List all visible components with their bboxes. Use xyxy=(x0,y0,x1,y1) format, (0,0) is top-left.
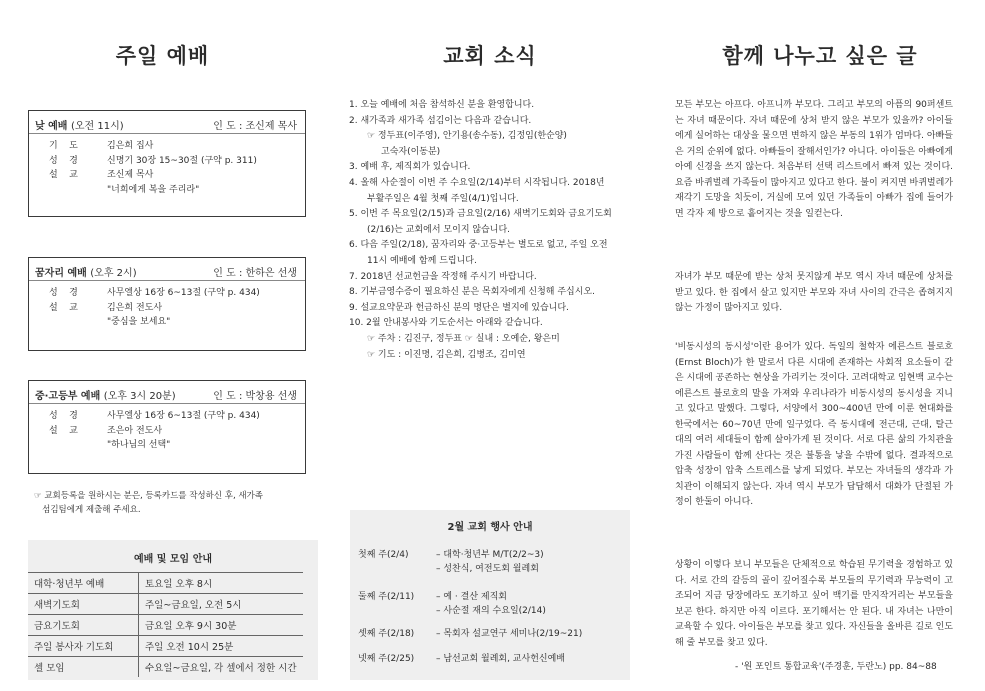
meeting-guide-table xyxy=(28,572,303,677)
sunday-worship-column xyxy=(0,0,325,691)
schedule-row: 넷째 주(2/25) – 남선교회 월례회, 교사헌신예배 xyxy=(358,654,565,664)
youth-service-box xyxy=(28,380,306,474)
service-row: "중심을 보세요" xyxy=(107,317,171,327)
essay-paragraph: 모든 부모는 아프다. 아프니까 부모다. 그리고 부모의 아픔의 90퍼센트는 자녀 때문이다. 자녀 때문에 상처 받지 않은 부모가 있을까? 아이들에게 실어하는 대상을 물으면 변하지 않은 부동의 1위가 엄마다. 아빠들은 거의 순위에 없다. 아빠들이 잘해서인가? 아니다. 아이들은 아빠에게 아예 신경을 쓰지 않는다. 처음부터 선택 리스트에서 빠져 있는 것이다. 요즘 바퀴벌레 가족들이 많아지고 있다고 한다. 불이 켜지면 바퀴벌레가 재각기 도망을 치듯이, 거실에 모여 있던 가족들이 아빠가 집에 들어가면 각자 제 방으로 흩어지는 것을 일컫는다. xyxy=(675,100,953,219)
church-news-column xyxy=(325,0,655,691)
service-row: 기 도 김은희 집사 xyxy=(49,141,154,151)
service-row: 설 교 조은아 전도사 xyxy=(49,425,163,436)
news-item: 10. 2월 안내봉사와 기도순서는 아래와 같습니다. xyxy=(349,318,543,329)
news-item: 8. 기부금영수증이 필요하신 분은 목회자에게 신청해 주십시오. xyxy=(349,287,595,298)
dream-service-box xyxy=(28,257,306,351)
divider xyxy=(29,280,305,281)
service-row: "너희에게 복을 주리라" xyxy=(107,184,200,195)
table-row: 대학·청년부 예배 토요일 오후 8시 xyxy=(28,573,303,594)
service-time: (오전 11시) xyxy=(70,121,124,132)
news-item: 11시 예배에 함께 드립니다. xyxy=(367,255,477,266)
february-schedule xyxy=(350,510,630,680)
news-item: ☞ 기도 : 이진명, 김은희, 김병조, 김미연 xyxy=(367,349,526,360)
service-row: "하나님의 선택" xyxy=(107,440,171,450)
essay-source: - '원 포인트 통합교육'(주경훈, 두란노) pp. 84~88 xyxy=(735,662,937,672)
service-leader: 인 도 : 조신제 목사 xyxy=(213,121,297,132)
news-item: 부활주일은 4월 첫째 주일(4/1)입니다. xyxy=(367,193,519,204)
service-time: (오후 2시) xyxy=(90,268,137,279)
table-row: 주일 봉사자 기도회 주일 오전 10시 25분 xyxy=(28,636,303,657)
service-row: 설 교 김은희 전도사 xyxy=(49,302,163,313)
table-row: 셀 모임 수요일~금요일, 각 셀에서 정한 시간 xyxy=(28,657,303,678)
essay-paragraph: 상황이 이렇다 보니 부모들은 단체적으로 학습된 무기력을 경험하고 있다. 서로 간의 갈등의 골이 깊어질수록 부모들의 무기력과 무능력이 고조되어 지금 당장에라도 포기하고 싶어 백기를 만지작거리는 부모들을 보곤 한다. 하지만 아직 이르다. 포기해서는 안 된다. 내 자녀는 나만이 교육할 수 있다. 아이들은 부모를 찾고 있다. 자신들을 올바른 길로 인도해 줄 부모를 찾고 있다. xyxy=(675,560,953,648)
essay-paragraph: 자녀가 부모 때문에 받는 상처 못지않게 부모 역시 자녀 때문에 상처를 받고 있다. 한 집에서 살고 있지만 부모와 자녀 사이의 간극은 좁혀지지 않는 가정이 많아지고 있다. xyxy=(675,272,953,313)
schedule-title: 2월 교회 행사 안내 xyxy=(447,522,533,533)
meeting-guide-title: 예배 및 모임 안내 xyxy=(133,554,213,565)
table-row: 금요기도회 금요일 오후 9시 30분 xyxy=(28,615,303,636)
schedule-row: 셋째 주(2/18) – 목회자 설교연구 세미나(2/19~21) xyxy=(358,629,583,639)
church-news-heading: 교회 소식 xyxy=(443,44,537,68)
service-row: 설 교 조신제 목사 xyxy=(49,170,154,180)
service-time: (오후 3시 20분) xyxy=(103,391,176,402)
divider xyxy=(29,403,305,404)
news-item: ☞ 정두표(이주영), 안기용(송수동), 김정임(한순양) xyxy=(367,131,567,142)
news-item: 고숙자(이동분) xyxy=(381,146,441,157)
news-item: 2. 새가족과 새가족 섬김이는 다음과 같습니다. xyxy=(349,115,532,126)
news-item: 4. 올해 사순절이 이번 주 수요일(2/14)부터 시작됩니다. 2018년 xyxy=(349,177,605,188)
schedule-row: 첫째 주(2/4) – 대학·청년부 M/T(2/2~3) – 성찬식, 여전도회 월례회 xyxy=(358,550,544,574)
registration-note: ☞ 교회등록을 원하시는 분은, 등록카드를 작성하신 후, 새가족 섬김팀에게 제출해 주세요. xyxy=(34,491,264,515)
church-news-list xyxy=(349,98,639,363)
service-leader: 인 도 : 박창용 선생 xyxy=(213,391,297,402)
day-service-box xyxy=(28,110,306,217)
schedule-row: 둘째 주(2/11) – 예 · 결산 제직회 – 사순절 재의 수요일(2/14) xyxy=(358,592,546,616)
essay-paragraph: '비동시성의 동시성'이란 용어가 있다. 독일의 철학자 에른스트 블로흐(Ernst Bloch)가 한 말로서 다른 시대에 존재하는 사회적 요소들이 같은 시대에 공존하는 현상을 가리키는 것이다. 고려대학교 임현백 교수는 에른스트 블로흐의 말을 가져와 우리나라가 비동시성의 동시성을 지니고 있다고 말했다. 그렇다, 서양에서 300~400년 만에 이룬 현대화를 한국에서는 60~70년 만에 일구었다. 즉 동시대에 전근대, 근대, 탈근대의 여러 세대들이 함께 살아가게 된 것이다. 서로 다른 삶의 가치관을 가진 사람들이 함께 산다는 것은 불통을 낳을 수밖에 없다. 결과적으로 압축 성장이 압축 스트레스를 낳게 되었다. 부모는 자녀들의 생각과 가치관이 이해되지 않는다. 자녀 역시 부모가 답답해서 대화가 단절된 가정이 한둘이 아니다. xyxy=(675,342,953,507)
shared-reading-column xyxy=(655,0,985,691)
news-item: ☞ 주차 : 김진구, 정두표 ☞ 실내 : 오예순, 왕은미 xyxy=(367,333,560,344)
news-item: 9. 설교요약문과 헌금하신 분의 명단은 별지에 있습니다. xyxy=(349,302,569,313)
service-row: 성 경 신명기 30장 15~30절 (구약 p. 311) xyxy=(49,155,257,166)
service-title: 중·고등부 예배 xyxy=(35,391,101,402)
meeting-guide xyxy=(28,540,318,680)
sunday-worship-heading: 주일 예배 xyxy=(115,44,210,68)
service-row: 성 경 사무엘상 16장 6~13절 (구약 p. 434) xyxy=(49,411,260,421)
service-title: 꿈자리 예배 xyxy=(35,268,87,279)
service-leader: 인 도 : 한하은 선생 xyxy=(213,268,297,279)
table-row: 새벽기도회 주일~금요일, 오전 5시 xyxy=(28,594,303,615)
service-title: 낮 예배 xyxy=(35,121,68,132)
news-item: 7. 2018년 선교헌금을 작정해 주시기 바랍니다. xyxy=(349,271,537,282)
divider xyxy=(29,133,305,134)
news-item: 3. 예배 후, 제직회가 있습니다. xyxy=(349,162,471,173)
shared-reading-heading: 함께 나누고 싶은 글 xyxy=(722,44,918,68)
news-item: 1. 오늘 예배에 처음 참석하신 분을 환영합니다. xyxy=(349,100,535,110)
news-item: 5. 이번 주 목요일(2/15)과 금요일(2/16) 새벽기도회와 금요기도회 xyxy=(349,209,612,220)
news-item: 6. 다음 주일(2/18), 꿈자리와 중·고등부는 별도로 없고, 주일 오전 xyxy=(349,240,608,251)
service-row: 성 경 사무엘상 16장 6~13절 (구약 p. 434) xyxy=(49,288,260,298)
news-item: (2/16)는 교회에서 모이지 않습니다. xyxy=(367,224,511,235)
